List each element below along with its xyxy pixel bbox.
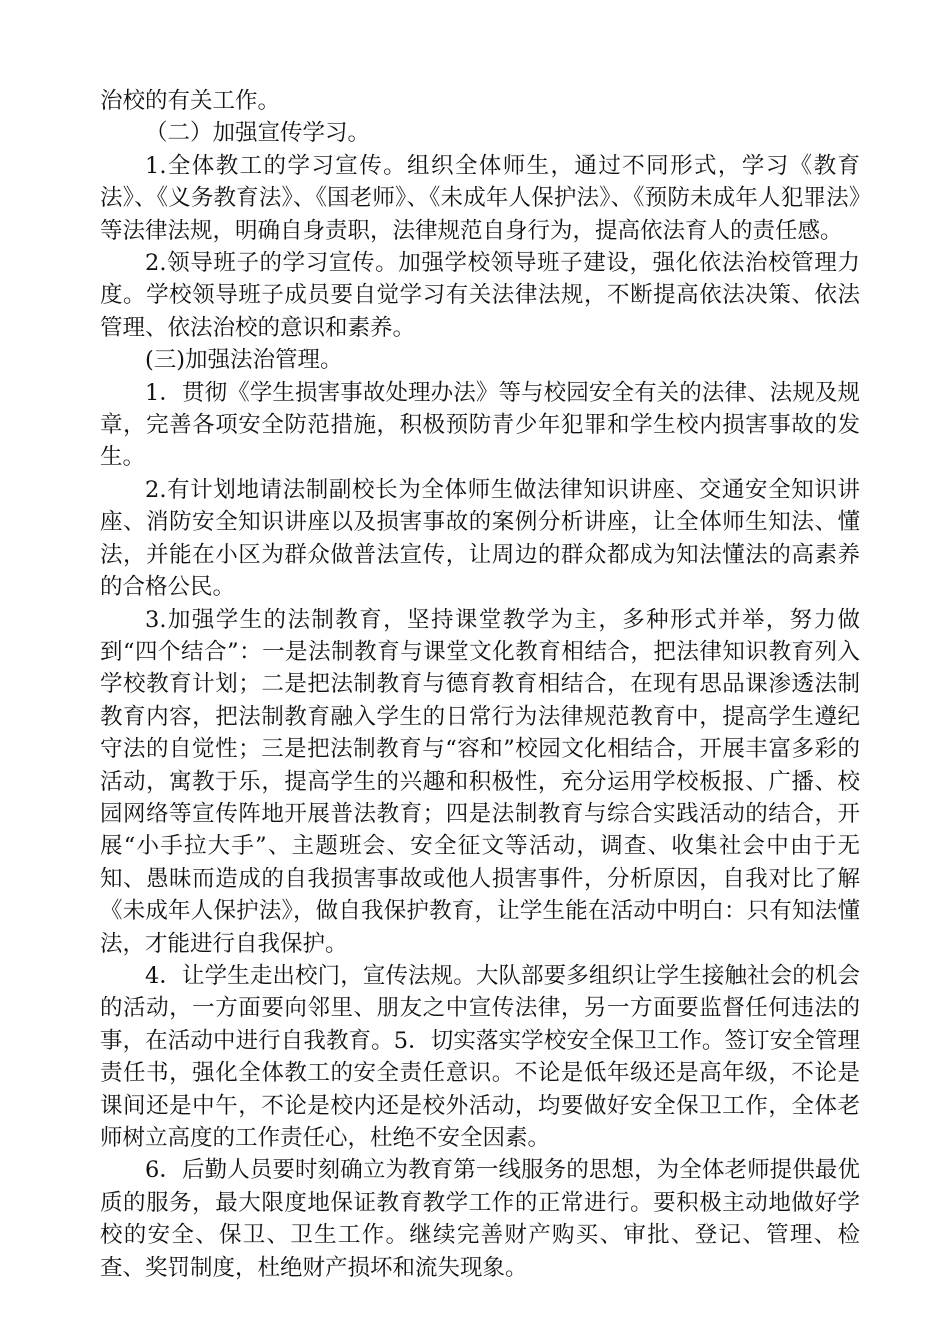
paragraph-2-1: 1.全体教工的学习宣传。组织全体师生，通过不同形式，学习《教育法》、《义务教育法》、《国老师》、《未成年人保护法》、《预防未成年人犯罪法》等法律法规，明确自身责职，法律规范自身行为，提高依法育人的责任感。 (100, 152, 860, 244)
paragraph-3-2: 2.有计划地请法制副校长为全体师生做法律知识讲座、交通安全知识讲座、消防安全知识讲座以及损害事故的案例分析讲座，让全体师生知法、懂法，并能在小区为群众做普法宣传，让周边的群众都成为知法懂法的高素养的合格公民。 (100, 476, 860, 601)
paragraph-3-3: 3.加强学生的法制教育，坚持课堂教学为主，多种形式并举，努力做到“四个结合”：一是法制教育与课堂文化教育相结合，把法律知识教育列入学校教育计划；二是把法制教育与德育教育相结合，在现有思品课渗透法制教育内容，把法制教育融入学生的日常行为法律规范教育中，提高学生遵纪守法的自觉性；三是把法制教育与“容和”校园文化相结合，开展丰富多彩的活动，寓教于乐，提高学生的兴趣和积极性，充分运用学校板报、广播、校园网络等宣传阵地开展普法教育；四是法制教育与综合实践活动的结合，开展“小手拉大手”、主题班会、安全征文等活动，调查、收集社会中由于无知、愚昧而造成的自我损害事故或他人损害事件，分析原因，自我对比了解《未成年人保护法》，做自我保护教育，让学生能在活动中明白：只有知法懂法，才能进行自我保护。 (100, 606, 860, 957)
section-heading-2: （二）加强宣传学习。 (145, 120, 371, 147)
paragraph-3-4: 4．让学生走出校门，宣传法规。大队部要多组织让学生接触社会的机会的活动，一方面要向邻里、朋友之中宣传法律，另一方面要监督任何违法的事，在活动中进行自我教育。5．切实落实学校安全保卫工作。签订安全管理责任书，强化全体教工的安全责任意识。不论是低年级还是高年级，不论是课间还是中午，不论是校内还是校外活动，均要做好安全保卫工作，全体老师树立高度的工作责任心，杜绝不安全因素。 (100, 962, 860, 1151)
paragraph-continuation: 治校的有关工作。 (100, 88, 281, 114)
section-heading-3: (三)加强法治管理。 (145, 347, 343, 374)
paragraph-3-6: 6．后勤人员要时刻确立为教育第一线服务的思想，为全体老师提供最优质的服务，最大限度地保证教育教学工作的正常进行。要积极主动地做好学校的安全、保卫、卫生工作。继续完善财产购买、审批、登记、管理、检查、奖罚制度，杜绝财产损坏和流失现象。 (100, 1157, 860, 1281)
paragraph-3-1: 1．贯彻《学生损害事故处理办法》等与校园安全有关的法律、法规及规章，完善各项安全防范措施，积极预防青少年犯罪和学生校内损害事故的发生。 (100, 379, 860, 471)
document-body (100, 85, 860, 1284)
paragraph-2-2: 2.领导班子的学习宣传。加强学校领导班子建设，强化依法治校管理力度。学校领导班子成员要自觉学习有关法律法规，不断提高依法决策、依法管理、依法治校的意识和素养。 (100, 250, 860, 341)
